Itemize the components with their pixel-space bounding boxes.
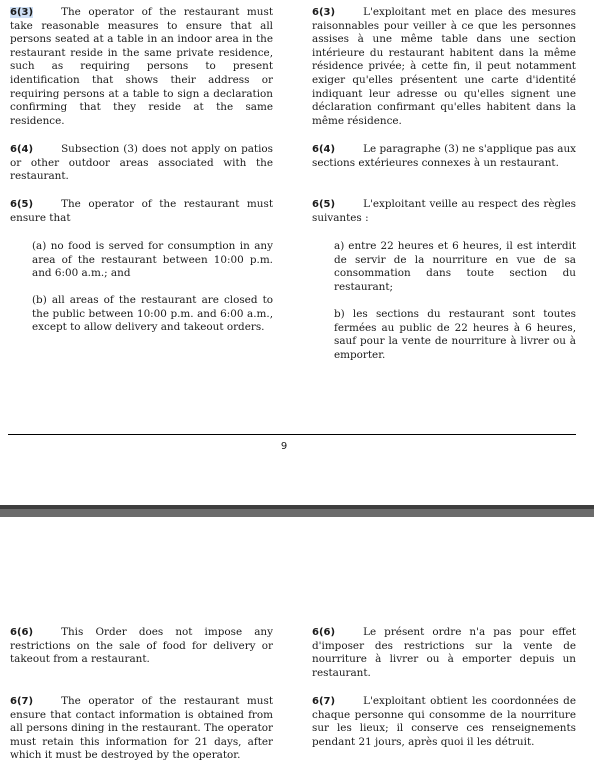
section-number: 6(5) [10, 199, 34, 210]
section-number: 6(6) [312, 627, 336, 638]
section-6-4-english [10, 143, 273, 184]
section-6-5-french [312, 198, 576, 225]
section-6-7-english [10, 695, 273, 763]
section-number: 6(5) [312, 199, 336, 210]
section-6-7-french [312, 695, 576, 749]
section-6-6-french [312, 626, 576, 680]
section-6-5-a-english [10, 240, 273, 281]
section-text: The operator of the restaurant must ensure that [10, 198, 273, 224]
section-number: 6(4) [312, 144, 336, 155]
section-text: L'exploitant met en place des mesures raisonnables pour veiller à ce que les personnes assises à une même table dans une section intérieure du restaurant habitent dans la même résidence privée; à cette fin, il peut notamment exiger qu'elles présentent une carte d'identité indiquant leur adresse ou qu'elles signent une déclaration confirmant qu'elles habitent dans la même résidence. [312, 6, 576, 127]
section-6-5-b-french [312, 308, 576, 362]
section-number: 6(7) [312, 696, 336, 707]
section-text: The operator of the restaurant must take reasonable measures to ensure that all persons seated at a table in an indoor area in the restaurant reside in the same private residence, such as requiring persons to present identification that shows their address or requiring persons at a table to sign a declaration confirming that they reside at the same residence. [10, 6, 273, 127]
section-6-5-a-french [312, 240, 576, 294]
section-number: 6(4) [10, 144, 34, 155]
section-6-5-b-english [10, 294, 273, 335]
section-6-6-english [10, 626, 273, 667]
section-text: L'exploitant obtient les coordonnées de chaque personne qui consomme de la nourriture sur les lieux; il conserve ces renseignements pendant 21 jours, après quoi il les détruit. [312, 695, 576, 748]
section-text: L'exploitant veille au respect des règles suivantes : [312, 198, 576, 224]
section-number: 6(7) [10, 696, 34, 707]
section-text: Le paragraphe (3) ne s'applique pas aux sections extérieures connexes à un restaurant. [312, 143, 576, 169]
page-number: 9 [280, 441, 288, 452]
section-number: 6(6) [10, 627, 34, 638]
clause-text: a) entre 22 heures et 6 heures, il est interdit de servir de la nourriture en vue de sa consommation dans toute section du restaurant; [334, 240, 576, 293]
section-text: This Order does not impose any restrictions on the sale of food for delivery or takeout from a restaurant. [10, 626, 273, 666]
footer-rule [8, 434, 576, 435]
section-6-3-french [312, 6, 576, 128]
section-6-4-french [312, 143, 576, 170]
section-6-3-english [10, 6, 273, 128]
document-page-lower [0, 517, 594, 783]
clause-text: (b) all areas of the restaurant are closed to the public between 10:00 p.m. and 6:00 a.m., except to allow delivery and takeout orders. [32, 294, 273, 334]
section-6-5-english [10, 198, 273, 225]
section-text: Subsection (3) does not apply on patios or other outdoor areas associated with the restaurant. [10, 143, 273, 183]
clause-text: (a) no food is served for consumption in any area of the restaurant between 10:00 p.m. and 6:00 a.m.; and [32, 240, 273, 280]
section-number: 6(3) [10, 7, 34, 18]
section-text: The operator of the restaurant must ensure that contact information is obtained from all persons dining in the restaurant. The operator must retain this information for 21 days, after which it must be destroyed by the operator. [10, 695, 273, 762]
section-text: Le présent ordre n'a pas pour effet d'imposer des restrictions sur la vente de nourriture à livrer ou à emporter depuis un restaurant. [312, 626, 576, 679]
page-separator [0, 505, 594, 517]
clause-text: b) les sections du restaurant sont toutes fermées au public de 22 heures à 6 heures, sauf pour la vente de nourriture à livrer ou à emporter. [334, 308, 576, 361]
section-number: 6(3) [312, 7, 336, 18]
